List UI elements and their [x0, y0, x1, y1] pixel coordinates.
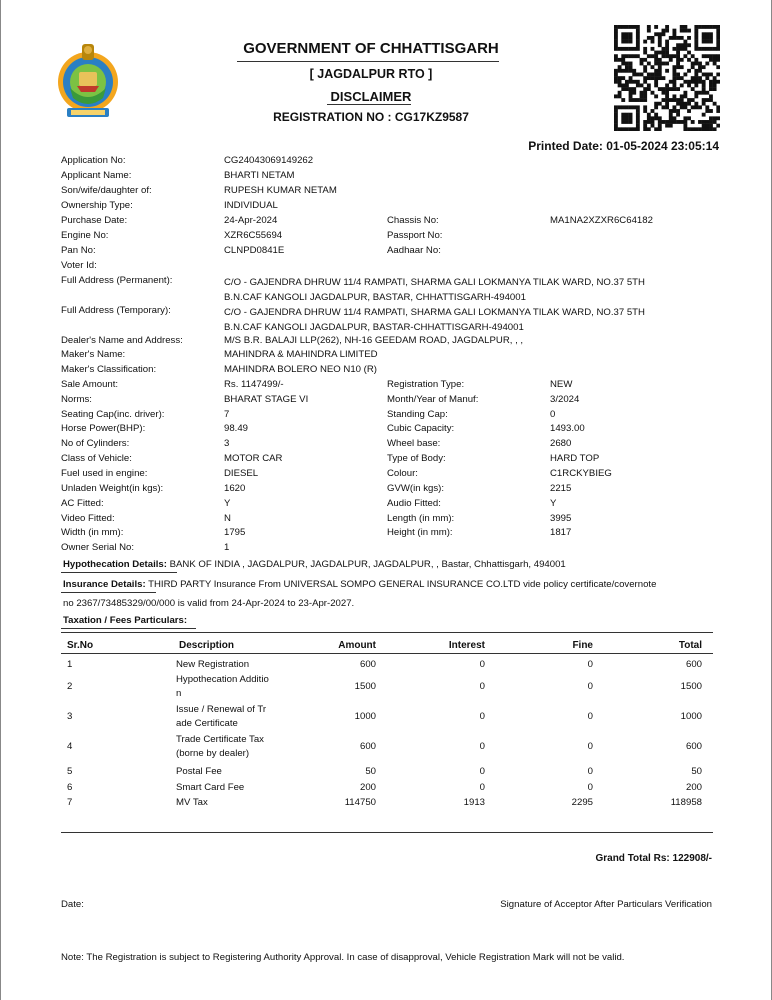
seating-label: Seating Cap(inc. driver): — [61, 409, 165, 420]
state-emblem-icon — [55, 40, 121, 120]
row-description: Trade Certificate Tax (borne by dealer) — [176, 734, 264, 759]
row-fine: 2295 — [571, 797, 593, 808]
row-description: Issue / Renewal of Tr ade Certificate — [176, 704, 267, 729]
row-interest: 1913 — [463, 797, 485, 808]
col-interest: Interest — [448, 640, 485, 651]
manuf-value: 3/2024 — [550, 394, 580, 405]
row-srno: 6 — [67, 782, 73, 793]
norms-value: BHARAT STAGE VI — [224, 394, 309, 405]
maker-label: Maker's Name: — [61, 349, 126, 360]
engine-value: XZR6C55694 — [224, 230, 283, 241]
addr-temp-line2: B.N.CAF KANGOLI JAGDALPUR, BASTAR-CHHATTISGARH-494001 — [224, 322, 524, 333]
row-total: 600 — [685, 659, 702, 670]
engine-label: Engine No: — [61, 230, 109, 241]
hp-value: 98.49 — [224, 423, 249, 434]
rto-office: [ JAGDALPUR RTO ] — [309, 67, 433, 81]
addr-temp-line1: C/O - GAJENDRA DHRUW 11/4 RAMPATI, SHARMA GALI LOKMANYA TILAK WARD, NO.37 5TH — [224, 307, 645, 318]
seating-value: 7 — [224, 409, 230, 420]
col-fine: Fine — [572, 640, 593, 651]
row-amount: 200 — [359, 782, 376, 793]
row-description: MV Tax — [176, 797, 208, 808]
pan-label: Pan No: — [61, 245, 96, 256]
col-amount: Amount — [338, 640, 376, 651]
row-amount: 600 — [359, 741, 376, 752]
relation-value: RUPESH KUMAR NETAM — [224, 185, 337, 196]
addr-perm-label: Full Address (Permanent): — [61, 275, 173, 286]
wheelbase-label: Wheel base: — [387, 438, 441, 449]
height-value: 1817 — [550, 527, 572, 538]
fuel-label: Fuel used in engine: — [61, 468, 148, 479]
government-title: GOVERNMENT OF CHHATTISGARH — [243, 40, 499, 57]
passport-label: Passport No: — [387, 230, 443, 241]
application-no-label: Application No: — [61, 155, 126, 166]
row-fine: 0 — [587, 681, 593, 692]
addr-temp-label: Full Address (Temporary): — [61, 305, 171, 316]
audio-label: Audio Fitted: — [387, 498, 441, 509]
standing-label: Standing Cap: — [387, 409, 448, 420]
hypothecation-details — [63, 559, 566, 570]
grand-total: Grand Total Rs: 122908/- — [595, 853, 712, 864]
body-value: HARD TOP — [550, 453, 600, 464]
cc-label: Cubic Capacity: — [387, 423, 455, 434]
col-srno: Sr.No — [67, 640, 94, 651]
audio-value: Y — [550, 498, 557, 509]
hypothecation-underline — [61, 572, 177, 573]
row-interest: 0 — [479, 766, 485, 777]
addr-temp-value — [224, 305, 694, 335]
addr-perm-line1: C/O - GAJENDRA DHRUW 11/4 RAMPATI, SHARMA GALI LOKMANYA TILAK WARD, NO.37 5TH — [224, 277, 645, 288]
signature-label: Signature of Acceptor After Particulars Verification — [500, 899, 712, 910]
ownership-label: Ownership Type: — [61, 200, 133, 211]
norms-label: Norms: — [61, 394, 92, 405]
chassis-value: MA1NA2XZXR6C64182 — [550, 215, 653, 226]
insurance-label: Insurance Details: — [63, 579, 146, 590]
standing-value: 0 — [550, 409, 556, 420]
document-type: DISCLAIMER — [330, 89, 412, 104]
relation-label: Son/wife/daughter of: — [61, 185, 152, 196]
disclaimer-underline — [327, 104, 411, 105]
cc-value: 1493.00 — [550, 423, 585, 434]
width-label: Width (in mm): — [61, 527, 124, 538]
width-value: 1795 — [224, 527, 246, 538]
row-total: 200 — [685, 782, 702, 793]
sale-amount-value: Rs. 1147499/- — [224, 379, 284, 390]
date-label: Date: — [61, 899, 84, 910]
printed-date: Printed Date: 01-05-2024 23:05:14 — [528, 139, 719, 153]
row-srno: 1 — [67, 659, 73, 670]
gvw-value: 2215 — [550, 483, 572, 494]
col-description: Description — [179, 640, 235, 651]
reg-type-label: Registration Type: — [387, 379, 465, 390]
row-total: 118958 — [670, 797, 702, 808]
sale-amount-label: Sale Amount: — [61, 379, 119, 390]
maker-class-label: Maker's Classification: — [61, 364, 157, 375]
colour-label: Colour: — [387, 468, 418, 479]
ownership-value: INDIVIDUAL — [224, 200, 278, 211]
addr-perm-value — [224, 275, 694, 305]
purchase-date-label: Purchase Date: — [61, 215, 128, 226]
row-fine: 0 — [587, 782, 593, 793]
applicant-name-value: BHARTI NETAM — [224, 170, 295, 181]
unladen-value: 1620 — [224, 483, 246, 494]
row-description: New Registration — [176, 659, 250, 670]
row-amount: 1500 — [354, 681, 376, 692]
video-label: Video Fitted: — [61, 513, 115, 524]
table-top-line — [61, 632, 713, 633]
wheelbase-value: 2680 — [550, 438, 572, 449]
row-description: Postal Fee — [176, 766, 222, 777]
row-description: Smart Card Fee — [176, 782, 245, 793]
body-label: Type of Body: — [387, 453, 446, 464]
table-header-line — [61, 653, 713, 654]
row-srno: 3 — [67, 711, 73, 722]
row-fine: 0 — [587, 659, 593, 670]
applicant-name-label: Applicant Name: — [61, 170, 132, 181]
row-srno: 4 — [67, 741, 73, 752]
row-interest: 0 — [479, 659, 485, 670]
row-interest: 0 — [479, 741, 485, 752]
row-total: 1500 — [680, 681, 702, 692]
cylinders-label: No of Cylinders: — [61, 438, 130, 449]
length-label: Length (in mm): — [387, 513, 455, 524]
unladen-label: Unladen Weight(in kgs): — [61, 483, 164, 494]
row-total: 50 — [691, 766, 702, 777]
pan-value: CLNPD0841E — [224, 245, 285, 256]
cylinders-value: 3 — [224, 438, 230, 449]
application-no-value: CG24043069149262 — [224, 155, 314, 166]
chassis-label: Chassis No: — [387, 215, 439, 226]
height-label: Height (in mm): — [387, 527, 453, 538]
row-total: 1000 — [680, 711, 702, 722]
video-value: N — [224, 513, 231, 524]
hypothecation-label: Hypothecation Details: — [63, 559, 167, 570]
row-description: Hypothecation Additio n — [176, 674, 269, 699]
maker-value: MAHINDRA & MAHINDRA LIMITED — [224, 349, 378, 360]
row-interest: 0 — [479, 782, 485, 793]
insurance-line2: no 2367/73485329/00/000 is valid from 24-Apr-2024 to 23-Apr-2027. — [63, 598, 355, 609]
title-underline — [237, 61, 499, 62]
row-fine: 0 — [587, 711, 593, 722]
hypothecation-value: BANK OF INDIA , JAGDALPUR, JAGDALPUR, JAGDALPUR, , Bastar, Chhattisgarh, 494001 — [166, 559, 566, 570]
row-amount: 114750 — [344, 797, 376, 808]
row-srno: 2 — [67, 681, 73, 692]
row-interest: 0 — [479, 711, 485, 722]
fuel-value: DIESEL — [224, 468, 259, 479]
row-srno: 5 — [67, 766, 73, 777]
reg-type-value: NEW — [550, 379, 573, 390]
purchase-date-value: 24-Apr-2024 — [224, 215, 278, 226]
ac-value: Y — [224, 498, 231, 509]
ac-label: AC Fitted: — [61, 498, 104, 509]
vclass-label: Class of Vehicle: — [61, 453, 132, 464]
table-bottom-line — [61, 832, 713, 833]
addr-perm-line2: B.N.CAF KANGOLI JAGDALPUR, BASTAR, CHHATTISGARH-494001 — [224, 292, 526, 303]
taxation-label: Taxation / Fees Particulars: — [63, 615, 188, 626]
row-amount: 50 — [365, 766, 376, 777]
dealer-label: Dealer's Name and Address: — [61, 335, 183, 346]
row-interest: 0 — [479, 681, 485, 692]
insurance-details — [63, 579, 656, 590]
hp-label: Horse Power(BHP): — [61, 423, 146, 434]
voter-label: Voter Id: — [61, 260, 97, 271]
owner-serial-value: 1 — [224, 542, 230, 553]
insurance-underline — [61, 592, 156, 593]
registration-number: REGISTRATION NO : CG17KZ9587 — [273, 110, 469, 124]
length-value: 3995 — [550, 513, 572, 524]
vclass-value: MOTOR CAR — [224, 453, 283, 464]
approval-note: Note: The Registration is subject to Registering Authority Approval. In case of disapproval, Vehicle Registration Mark will not be valid. — [61, 952, 625, 963]
row-amount: 600 — [359, 659, 376, 670]
aadhaar-label: Aadhaar No: — [387, 245, 441, 256]
row-fine: 0 — [587, 766, 593, 777]
gvw-label: GVW(in kgs): — [387, 483, 445, 494]
row-fine: 0 — [587, 741, 593, 752]
col-total: Total — [678, 640, 702, 651]
row-amount: 1000 — [354, 711, 376, 722]
insurance-line1: THIRD PARTY Insurance From UNIVERSAL SOMPO GENERAL INSURANCE CO.LTD vide policy certificate/covernote — [145, 579, 657, 590]
colour-value: C1RCKYBIEG — [550, 468, 612, 479]
owner-serial-label: Owner Serial No: — [61, 542, 135, 553]
maker-class-value: MAHINDRA BOLERO NEO N10 (R) — [224, 364, 377, 375]
row-srno: 7 — [67, 797, 73, 808]
taxation-underline — [61, 628, 196, 629]
row-total: 600 — [685, 741, 702, 752]
manuf-label: Month/Year of Manuf: — [387, 394, 479, 405]
qr-code-icon — [614, 25, 720, 131]
dealer-value: M/S B.R. BALAJI LLP(262), NH-16 GEEDAM ROAD, JAGDALPUR, , , — [224, 335, 524, 346]
